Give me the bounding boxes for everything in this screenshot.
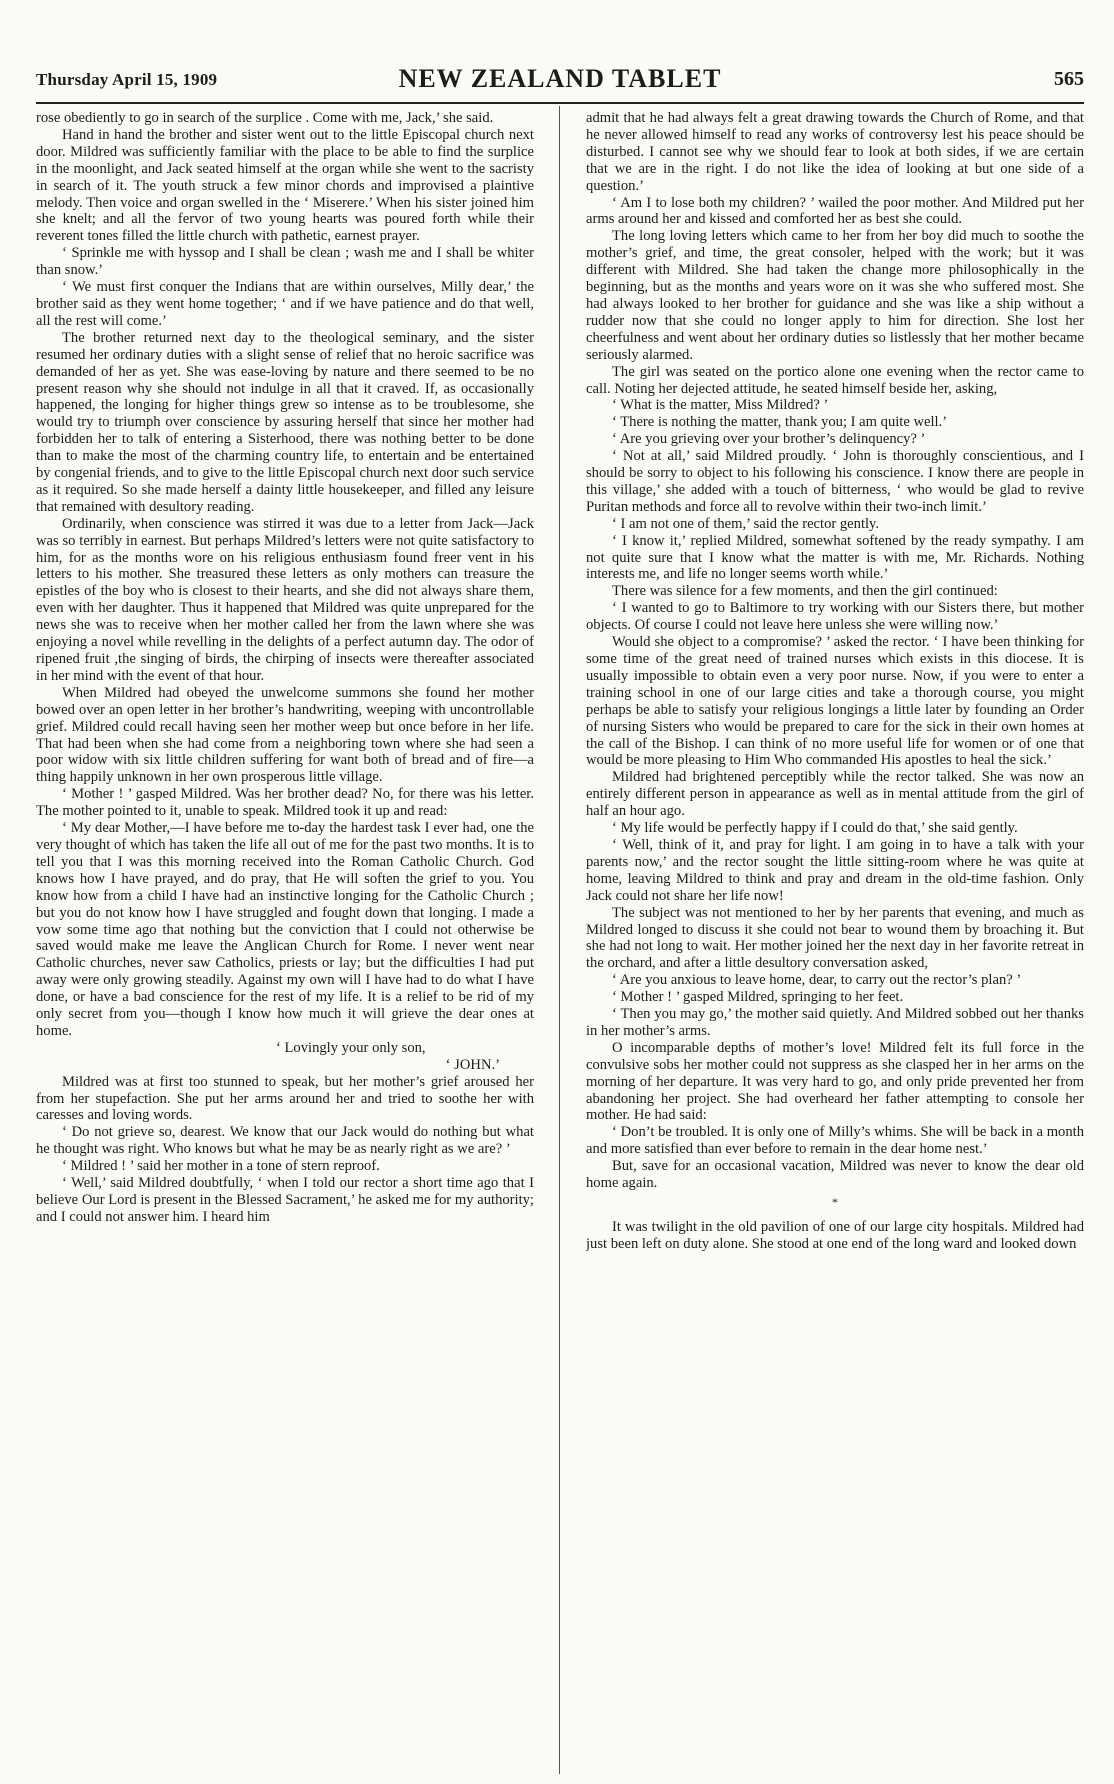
masthead-title: NEW ZEALAND TABLET	[398, 64, 722, 93]
page-header	[36, 64, 1084, 98]
paragraph: ‘ Am I to lose both my children? ’ wailed the poor mother. And Mildred put her arms around her and kissed and comforted her as best she could.	[586, 194, 1084, 228]
paragraph: ‘ Mother ! ’ gasped Mildred, springing to her feet.	[612, 989, 904, 1006]
paragraph: There was silence for a few moments, and then the girl continued:	[612, 583, 998, 600]
letter-signature: ‘ JOHN.’	[445, 1056, 500, 1073]
paragraph: Mildred had brightened perceptibly while the rector talked. She was now an entirely different person in appearance as well as in mental attitude from the girl of half an hour ago.	[586, 769, 1084, 820]
paragraph: When Mildred had obeyed the unwelcome summons she found her mother bowed over an open letter in her brother’s handwriting, weeping with uncontrollable grief. Mildred could recall having seen her mother weep but once before in her life. That had been when she had come from a neighboring town where she had seen a poor widow with six little children suffering for want both of bread and of fire—a thing happily unknown in her own prosperous little village.	[36, 684, 534, 786]
paragraph: ‘ Then you may go,’ the mother said quietly. And Mildred sobbed out her thanks in her mother’s arms.	[586, 1006, 1084, 1039]
paragraph: admit that he had always felt a great drawing towards the Church of Rome, and that he never allowed himself to read any works of controversy lest his peace should be disturbed. I cannot see why we should fear to look at both sides, if we are certain that we are in the right. I do not like the idea of looking at but one side of a question.’	[586, 110, 1084, 194]
column-divider	[559, 106, 560, 1774]
paragraph: ‘ I am not one of them,’ said the rector gently.	[612, 515, 880, 532]
paragraph: ‘ Mother ! ’ gasped Mildred. Was her brother dead? No, for there was his letter. The mother pointed to it, unable to speak. Mildred took it up and read:	[36, 786, 534, 820]
paragraph: It was twilight in the old pavilion of one of our large city hospitals. Mildred had just been left on duty alone. She stood at one end of the long ward and looked down	[586, 1218, 1084, 1252]
issue-date: Thursday April 15, 1909	[36, 70, 218, 89]
section-break-star: *	[832, 1195, 838, 1209]
paragraph: The brother returned next day to the theological seminary, and the sister resumed her ordinary duties with a slight sense of relief that no heroic sacrifice was demanded of her as yet. She was ease-loving by nature and there seemed to be no present reason why she should not indulge in all that it craved. If, as occasionally happened, the longing for higher things grew so intense as to be troublesome, she would try to triumph over conscience by assuring herself that since her mother had forbidden her to talk of entering a Sisterhood, there was nothing better to be done than to make the most of the charming country life, to entertain and be entertained by congenial friends, and to give to the little Episcopal church next door such service as it required. So she made herself a dainty little housekeeper, and filled any leisure that remained with desultory reading.	[36, 329, 534, 515]
paragraph: ‘ My life would be perfectly happy if I could do that,’ she said gently.	[612, 820, 1018, 837]
left-column	[36, 110, 534, 1774]
paragraph: Would she object to a compromise? ’ asked the rector. ‘ I have been thinking for some time of the great need of trained nurses which exists in this diocese. It is usually impossible to obtain even a very poor nurse. Now, if you were to enter a training school in one of our large cities and take a thorough course, you might perhaps be able to satisfy your religious longings a little later by founding an Order of nursing Sisters who would be prepared to care for the sick in their own homes at the call of the Bishop. I can think of no more useful life for women or of one that would be more pleasing to Him Who commanded His apostles to heal the sick.’	[586, 634, 1084, 769]
header-rule	[36, 102, 1084, 104]
paragraph: The long loving letters which came to her from her boy did much to soothe the mother’s grief, and time, the great consoler, helped with the work; but it was different with Mildred. She had taken the change more philosophically in the beginning, but as the months and years wore on it was she who suffered most. She had always looked to her brother for guidance and she was like a ship without a rudder now that she could no longer apply to him for direction. She lost her cheerfulness and went about her ordinary duties so listlessly that her mother became seriously alarmed.	[586, 228, 1084, 363]
paragraph: O incomparable depths of mother’s love! Mildred felt its full force in the convulsive sobs her mother could not suppress as she clasped her in her arms on the morning of her departure. It was very hard to go, and only pride prevented her from abandoning her project. She had overheard her father attempting to console her mother. He had said:	[586, 1039, 1084, 1124]
paragraph: rose obediently to go in search of the surplice . Come with me, Jack,’ she said.	[36, 110, 494, 126]
paragraph: ‘ Are you grieving over your brother’s delinquency? ’	[612, 431, 926, 448]
paragraph: The subject was not mentioned to her by her parents that evening, and much as Mildred longed to discuss it she could not bear to wound them by broaching it. But she had not long to wait. Her mother joined her the next day in her favorite retreat in the orchard, and after a little desultory conversation asked,	[586, 904, 1084, 972]
paragraph: ‘ Well,’ said Mildred doubtfully, ‘ when I told our rector a short time ago that I believe Our Lord is present in the Blessed Sacrament,’ he asked me for my authority; and I could not answer him. I heard him	[36, 1175, 534, 1225]
paragraph: ‘ What is the matter, Miss Mildred? ’	[612, 397, 829, 414]
letter-closing: ‘ Lovingly your only son,	[276, 1039, 426, 1056]
paragraph: ‘ Sprinkle me with hyssop and I shall be clean ; wash me and I shall be whiter than snow.’	[36, 245, 534, 279]
paragraph: Mildred was at first too stunned to speak, but her mother’s grief aroused her from her stupefaction. She put her arms around her and tried to soothe her with caresses and loving words.	[36, 1073, 534, 1124]
paragraph: ‘ Are you anxious to leave home, dear, to carry out the rector’s plan? ’	[612, 972, 1022, 989]
paragraph: ‘ I know it,’ replied Mildred, somewhat softened by the ready sympathy. I am not quite sure that I know what the matter is with me, Mr. Richards. Nothing interests me, and life no longer seems worth while.’	[586, 532, 1084, 583]
letter-body: ‘ My dear Mother,—I have before me to-day the hardest task I ever had, one the very thought of which has taken the life all out of me for the past two months. It is to tell you that I was this morning received into the Roman Catholic Church. God knows how I have prayed, and do pray, that He will soften the grief to you. You know how from a child I have had an instinctive longing for the Catholic Church ; but you do not know how I have struggled and fought down that longing. I made a vow some time ago that nothing but the conviction that I could not otherwise be saved would make me leave the Anglican Church for Rome. I never went near Catholic churches, never saw Catholics, priests or lay; but the difficulties I had put away were only growing steadily. Against my own will I have had to do what I have done, or have a bad conscience for the rest of my life. It is a relief to be rid of my only secret from you—though I know how much it will grieve the dear ones at home.	[36, 820, 534, 1039]
paragraph: ‘ We must first conquer the Indians that are within ourselves, Milly dear,’ the brother said as they went home together; ‘ and if we have patience and do that well, all the rest will come.’	[36, 279, 534, 329]
paragraph: ‘ Do not grieve so, dearest. We know that our Jack would do nothing but what he thought was right. Who knows but what he may be as nearly right as we are? ’	[36, 1124, 534, 1158]
paragraph: Hand in hand the brother and sister went out to the little Episcopal church next door. Mildred was sufficiently familiar with the place to be able to find the surplice in the moonlight, and Jack seated himself at the organ while she went to the sacristy in search of it. The youth struck a few minor chords and improvised a plaintive melody. Then voice and organ swelled in the ‘ Miserere.’ When his sister joined him she knelt; and all the fervor of two young hearts was poured forth while their reverent tones filled the little church with pathetic, earnest prayer.	[36, 126, 534, 245]
paragraph: ‘ Mildred ! ’ said her mother in a tone of stern reproof.	[62, 1158, 380, 1175]
page-number: 565	[1054, 68, 1084, 90]
paragraph: ‘ Don’t be troubled. It is only one of Milly’s whims. She will be back in a month and more satisfied than ever before to remain in the dear home nest.’	[586, 1124, 1084, 1158]
paragraph: ‘ Well, think of it, and pray for light. I am going in to have a talk with your parents now,’ and the rector sought the little sitting-room where he was quite at home, leaving Mildred to think and pray and dream in the old-time fashion. Only Jack could not share her life now!	[586, 836, 1084, 904]
paragraph: Ordinarily, when conscience was stirred it was due to a letter from Jack—Jack was so terribly in earnest. But perhaps Mildred’s letters were not quite satisfactory to him, for as the months wore on his religious enthusiasm found freer vent in his letters to his mother. She treasured these letters as only mothers can treasure the epistles of the boy who is closest to their hearts, and she did not always share them, even with her daughter. Thus it happened that Mildred was quite unprepared for the news she was to receive when her mother called her from the lawn where she was enjoying a novel while revelling in the delights of a perfect autumn day. The odor of ripened fruit ,the singing of birds, the chirping of insects were thereafter associated in her mind with the event of that hour.	[36, 515, 534, 684]
paragraph: But, save for an occasional vacation, Mildred was never to know the dear old home again.	[586, 1158, 1084, 1192]
paragraph: ‘ There is nothing the matter, thank you; I am quite well.’	[612, 414, 948, 431]
paragraph: The girl was seated on the portico alone one evening when the rector came to call. Noting her dejected attitude, he seated himself beside her, asking,	[586, 363, 1084, 397]
right-column	[586, 110, 1084, 1774]
paragraph: ‘ Not at all,’ said Mildred proudly. ‘ John is thoroughly conscientious, and I should be sorry to object to his following his conscience. I know there are people in this village,’ she added with a touch of bitterness, ‘ who would be glad to revive Puritan methods and force all to revolve within their two-inch limit.’	[586, 448, 1084, 515]
paragraph: ‘ I wanted to go to Baltimore to try working with our Sisters there, but mother objects. Of course I could not leave here unless she were willing now.’	[586, 600, 1084, 634]
